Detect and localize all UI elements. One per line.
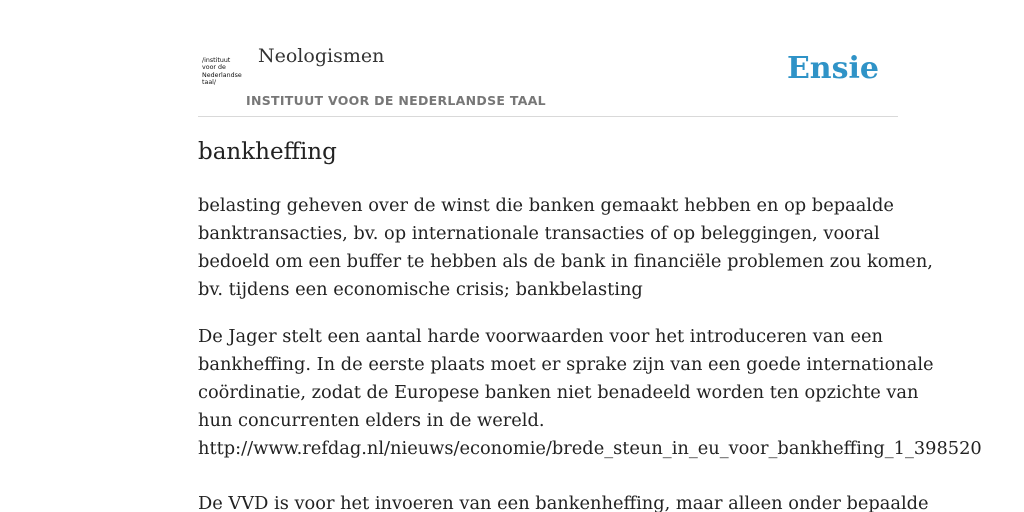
site-header	[198, 0, 898, 117]
example-line: bankheffing. In de eerste plaats moet er sprake zijn van een goede internationale	[198, 354, 934, 375]
logo-line: Nederlandse	[202, 71, 242, 79]
example-source: http://www.refdag.nl/nieuws/economie/brede_steun_in_eu_voor_bankheffing_1_398520	[198, 438, 982, 459]
entry-example	[198, 323, 982, 463]
definition-line: banktransacties, bv. op internationale transacties of op beleggingen, vooral	[198, 223, 880, 244]
logo-line: voor de	[202, 64, 226, 72]
example-line: De VVD is voor het invoeren van een bankenheffing, maar alleen onder bepaalde	[198, 493, 929, 512]
entry-definition	[198, 192, 933, 304]
entry-example-2	[198, 490, 929, 512]
example-line: De Jager stelt een aantal harde voorwaarden voor het introduceren van een	[198, 326, 883, 347]
logo-line: /instituut	[202, 57, 231, 64]
brand-name[interactable]: Neologismen	[258, 45, 385, 67]
logo-line: taal/	[202, 79, 217, 87]
example-line: hun concurrenten elders in de wereld.	[198, 410, 545, 431]
definition-line: bv. tijdens een economische crisis; bankbelasting	[198, 279, 643, 300]
institute-name: INSTITUUT VOOR DE NEDERLANDSE TAAL	[246, 93, 546, 108]
entry-title: bankheffing	[198, 139, 337, 165]
ivdnt-logo[interactable]	[202, 57, 242, 89]
ensie-logo[interactable]: Ensie	[786, 51, 879, 86]
definition-line: bedoeld om een buffer te hebben als de bank in financiële problemen zou komen,	[198, 251, 933, 272]
definition-line: belasting geheven over de winst die banken gemaakt hebben en op bepaalde	[198, 195, 894, 216]
example-line: coördinatie, zodat de Europese banken niet benadeeld worden ten opzichte van	[198, 382, 919, 403]
